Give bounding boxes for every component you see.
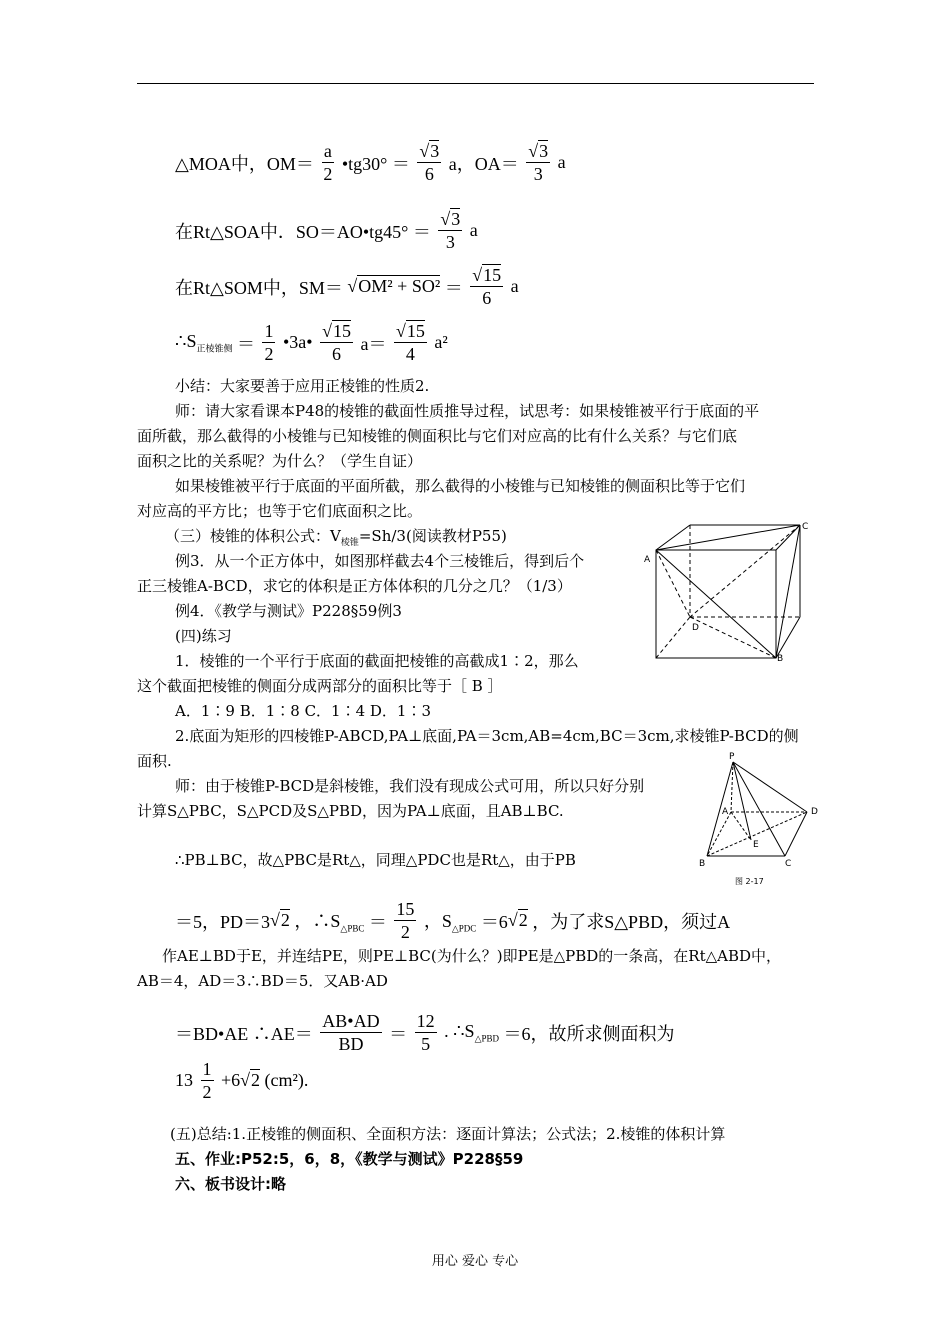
formula-lateral-area: $\therefore S_{正棱锥侧}$ ＝ $\frac{1}{2}$ •3a• $\frac{√15}{6}$ a＝ $\frac{√15}{4}$ a² [175, 321, 448, 364]
text-line: 作AE⊥BD于E，并连结PE，则PE⊥BC(为什么？)即PE是△PBD的一条高，在Rt△ABD中， [162, 947, 782, 965]
label-B: B [699, 859, 706, 869]
label-C: C [785, 859, 792, 869]
text-line: 面积. [137, 752, 172, 770]
formula-som: 在Rt△SOM中，SM＝ √OM² + SO² ＝ $\frac{√15}{6}$ a [175, 265, 519, 308]
example4-line: 例4．《教学与测试》P228§59例3 [175, 602, 402, 620]
text-line: ∴PB⊥BC，故△PBC是Rt△，同理△PDC也是Rt△，由于PB [175, 851, 576, 869]
page-footer: 用心 爱心 专心 [431, 1254, 519, 1269]
summary-line: 小结：大家要善于应用正棱锥的性质2. [175, 377, 430, 395]
volume-formula-line: （三）棱锥的体积公式：$V_{棱锥}=Sh/3$(阅读教材P55) [165, 527, 507, 548]
cube-figure [640, 515, 815, 665]
header-rule [137, 83, 814, 84]
text-line: 1．棱锥的一个平行于底面的截面把棱锥的高截成1∶2，那么 [175, 652, 579, 670]
text-line: 师：请大家看课本P48的棱锥的截面性质推导过程，试思考：如果棱锥被平行于底面的平 [175, 402, 760, 420]
choices-line: A．1∶9 B．1∶8 C．1∶4 D．1∶3 [175, 702, 432, 720]
text-line: 计算S△PBC，S△PCD及S△PBD，因为PA⊥底面，且AB⊥BC. [137, 802, 564, 820]
text-line: 师：由于棱锥P-BCD是斜棱锥，我们没有现成公式可用，所以只好分别 [175, 777, 645, 795]
label-C: C [802, 522, 809, 532]
board-design-line: 六、板书设计:略 [175, 1175, 286, 1193]
label-A: A [722, 807, 729, 817]
text-line: 面所截，那么截得的小棱锥与已知棱锥的侧面积比与它们对应高的比有什么关系？与它们底 [137, 427, 738, 445]
text-line: AB＝4，AD＝3∴BD＝5．又AB·AD [137, 972, 388, 990]
label-P: P [729, 752, 735, 762]
label-E: E [753, 840, 759, 850]
conclusion-line: (五)总结:1.正棱锥的侧面积、全面积方法：逐面计算法；公式法；2.棱锥的体积计算 [170, 1125, 726, 1143]
problem2-line: 2.底面为矩形的四棱锥P-ABCD,PA⊥底面,PA＝3cm,AB=4cm,BC＝3cm,求棱锥P-BCD的侧 [175, 727, 799, 745]
example3-line: 例3．从一个正方体中，如图那样截去4个三棱锥后，得到后个 [175, 552, 585, 570]
text-line: 这个截面把棱锥的侧面分成两部分的面积比等于［ B ］ [137, 677, 503, 695]
text-line: 如果棱锥被平行于底面的平面所截，那么截得的小棱锥与已知棱锥的侧面积比等于它们 [175, 477, 746, 495]
text-line: 面积之比的关系呢？为什么？（学生自证） [137, 452, 423, 470]
formula-soa: 在Rt△SOA中．SO＝AO•tg45° ＝ $\frac{√3}{3}$ a [175, 209, 478, 252]
text-line: 对应高的平方比；也等于它们底面积之比。 [137, 502, 423, 520]
label-D: D [692, 623, 699, 633]
text-line: 正三棱锥A-BCD，求它的体积是正方体体积的几分之几？（1/3） [137, 577, 572, 595]
formula-answer: 13 $\frac{1}{2}$ +6√2 (cm²). [175, 1059, 309, 1102]
exercise-heading: (四)练习 [175, 627, 232, 645]
formula-moa: △MOA中，OM＝ $\frac{a}{2}$ •tg30° ＝ $\frac{√3}{6}$ a，OA＝ $\frac{√3}{3}$ a [175, 141, 566, 184]
label-A: A [644, 555, 651, 565]
formula-pd: ＝5，PD＝3√2 ，$\therefore S_{\triangle PBC}$ ＝ $\frac{15}{2}$ ，$S_{\triangle PDC} =6√2$ ，为了求S△PBD，须过A [175, 899, 731, 942]
pyramid-figure [695, 750, 830, 890]
homework-line: 五、作业:P52:5，6，8，《教学与测试》P228§59 [175, 1150, 524, 1168]
figure-caption: 图 2-17 [735, 877, 764, 886]
label-D: D [811, 807, 818, 817]
label-B: B [777, 654, 784, 664]
formula-ae: ＝BD•AE ∴AE＝ $\frac{AB•AD}{BD}$ ＝ $\frac{12}{5}$ . $\therefore S_{\triangle PBD} =6$，故所求侧面积为 [175, 1011, 675, 1054]
